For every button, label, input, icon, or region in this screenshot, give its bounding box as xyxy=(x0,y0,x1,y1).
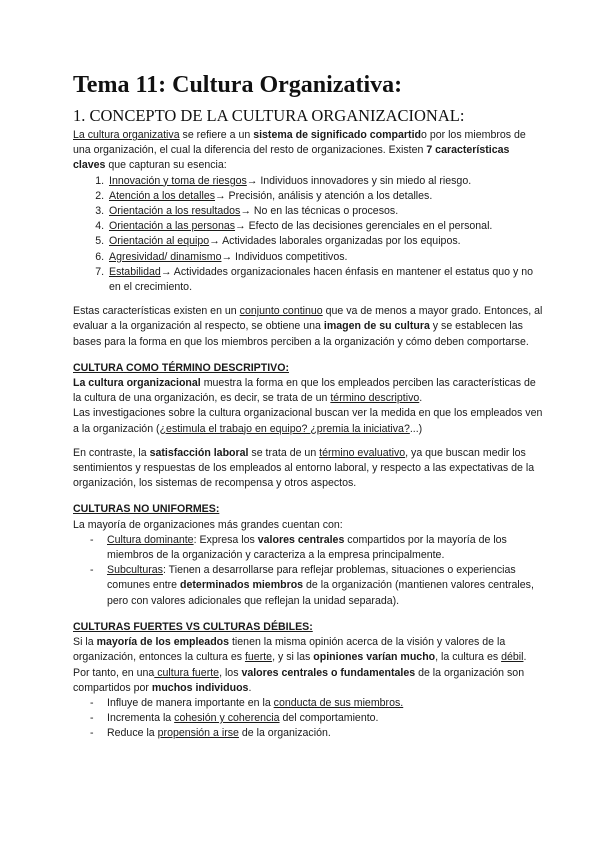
non-uniform-intro: La mayoría de organizaciones más grandes cuentan con: xyxy=(73,518,343,531)
strong-weak-heading: CULTURAS FUERTES VS CULTURAS DÉBILES: xyxy=(73,620,313,633)
non-uniform-heading: CULTURAS NO UNIFORMES: xyxy=(73,503,220,516)
strong-weak-paragraph: Si la mayoría de los empleados tienen la misma opinión acerca de la visión y valores de la organización, entonces la cultura es fuerte, y si las opiniones varían mucho, la cultura es débil. Por tanto, en una cultura fuerte, los valores centrales o fundamentales de la organización son compartidos por muchos individuos. xyxy=(73,636,527,694)
list-item: - Subculturas: Tienen a desarrollarse para reflejar problemas, situaciones o experiencias comunes entre determinados miembros de la organización (mantienen valores centrales, pero con valores adicionales que reflejan la unidad separada). xyxy=(73,563,543,609)
satisfaction-paragraph: En contraste, la satisfacción laboral se trata de un término evaluativo, ya que buscan medir los sentimientos y respuestas de los empleados al entorno laboral, y respecto a las expectativas de la organización, los sistemas de recompensa y otros aspectos. xyxy=(73,446,535,490)
characteristics-list xyxy=(73,174,543,296)
list-item: 7. Estabilidad→ Actividades organizacionales hacen énfasis en mantener el estatus quo y no en el crecimiento. xyxy=(107,265,543,295)
section-heading-concepto: 1. CONCEPTO DE LA CULTURA ORGANIZACIONAL: xyxy=(73,106,465,125)
list-item: - Incrementa la cohesión y coherencia del comportamiento. xyxy=(73,711,543,726)
list-item: 1. Innovación y toma de riesgos→ Individuos innovadores y sin miedo al riesgo. xyxy=(107,174,543,189)
effects-list xyxy=(73,696,543,742)
descriptive-paragraph: La cultura organizacional muestra la forma en que los empleados perciben las características de la cultura de una organización, es decir, se trata de un término descriptivo. xyxy=(73,377,536,405)
list-item: 2. Atención a los detalles→ Precisión, análisis y atención a los detalles. xyxy=(107,189,543,204)
list-item: 3. Orientación a los resultados→ No en las técnicas o procesos. xyxy=(107,204,543,219)
document-page xyxy=(73,70,543,742)
list-item: - Cultura dominante: Expresa los valores centrales compartidos por la mayoría de los miembros de la organización y caracteriza a la empresa principalmente. xyxy=(73,533,543,563)
list-item: 5. Orientación al equipo→ Actividades laborales organizadas por los equipos. xyxy=(107,234,543,249)
descriptive-heading: CULTURA COMO TÉRMINO DESCRIPTIVO: xyxy=(73,361,289,374)
list-item: - Influye de manera importante en la conducta de sus miembros. xyxy=(73,696,543,711)
page-title: Tema 11: Cultura Organizativa: xyxy=(73,72,403,98)
list-item: 6. Agresividad/ dinamismo→ Individuos competitivos. xyxy=(107,250,543,265)
list-item: - Reduce la propensión a irse de la organización. xyxy=(73,726,543,741)
continuum-paragraph: Estas características existen en un conjunto continuo que va de menos a mayor grado. Entonces, al evaluar a la organización al respecto, se obtiene una imagen de su cultura y se establecen las bases para la forma en que los miembros perciben a la organización y cómo deben comportarse. xyxy=(73,305,543,348)
research-paragraph: Las investigaciones sobre la cultura organizacional buscan ver la medida en que los empleados ven a la organización (¿estimula el trabajo en equipo? ¿premia la iniciativa?...) xyxy=(73,407,543,435)
culture-types-list xyxy=(73,533,543,609)
list-item: 4. Orientación a las personas→ Efecto de las decisiones gerenciales en el personal. xyxy=(107,219,543,234)
intro-paragraph: La cultura organizativa se refiere a un sistema de significado compartido por los miembros de una organización, el cual la diferencia del resto de organizaciones. Existen 7 características claves que capturan su esencia: xyxy=(73,129,526,172)
